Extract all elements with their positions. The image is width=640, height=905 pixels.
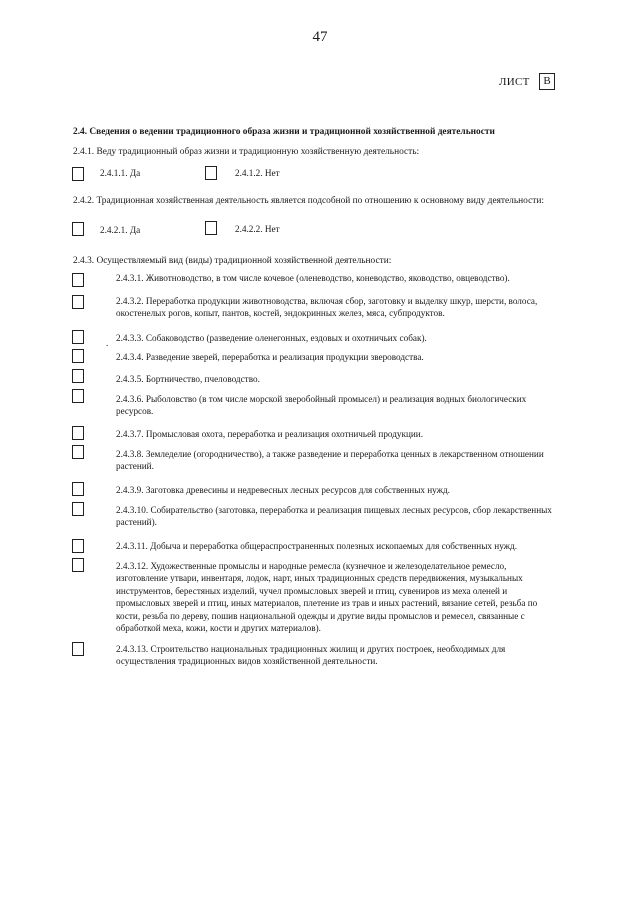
checkbox-2-4-1-1[interactable] [72,167,84,181]
activity-item-2-4-3-1: 2.4.3.1. Животноводство, в том числе кочевое (оленеводство, коневодство, яководство, овцеводство). [116,273,510,283]
question-2-4-3: 2.4.3. Осуществляемый вид (виды) традиционной хозяйственной деятельности: [73,256,392,266]
checkbox-2-4-3-8[interactable] [72,445,84,459]
activity-item-2-4-3-11: 2.4.3.11. Добыча и переработка общераспространенных полезных ископаемых для собственных нужд. [116,541,517,551]
checkbox-2-4-3-10[interactable] [72,502,84,516]
checkbox-2-4-3-4[interactable] [72,349,84,363]
section-title: 2.4. Сведения о ведении традиционного образа жизни и традиционной хозяйственной деятельности [73,127,495,137]
question-2-4-1: 2.4.1. Веду традиционный образ жизни и традиционную хозяйственную деятельность: [73,147,420,157]
activity-item-2-4-3-12: 2.4.3.12. Художественные промыслы и народные ремесла (кузнечное и железоделательное ремесло, изготовление утвари, инвентаря, лодок, нарт, иных традиционных средств передвижения, музыкальных инструментов, берестяных изделий, чучел промысловых зверей и птиц, сувениров из меха оленей и промысловых зверей и птиц, иных материалов, плетение из трав и иных растений, вязание сетей, резьба по кости, резьба по дереву, пошив национальной одежды и другие виды промыслов и ремесел, связанные с обработкой меха, кожи, кости и других материалов). [116,561,538,634]
sheet-label: ЛИСТ [499,76,530,88]
page-number: 47 [312,29,328,45]
checkbox-2-4-3-7[interactable] [72,426,84,440]
activity-item-2-4-3-10: 2.4.3.10. Собирательство (заготовка, переработка и реализация пищевых лесных ресурсов, сбор лекарственных растений). [116,505,552,528]
activity-item-2-4-3-2: 2.4.3.2. Переработка продукции животноводства, включая сбор, заготовку и выделку шкур, шерсти, волоса, окостенелых рогов, копыт, пантов, костей, эндокринных желез, мяса, субпродуктов. [116,296,538,319]
option-label-2-4-1-1: 2.4.1.1. Да [100,168,141,178]
question-2-4-2: 2.4.2. Традиционная хозяйственная деятельность является подсобной по отношению к основному виду деятельности: [73,196,544,206]
activity-item-2-4-3-4: 2.4.3.4. Разведение зверей, переработка и реализация продукции звероводства. [116,352,424,362]
activity-item-2-4-3-7: 2.4.3.7. Промысловая охота, переработка и реализация охотничьей продукции. [116,429,424,439]
activity-item-2-4-3-6: 2.4.3.6. Рыболовство (в том числе морской зверобойный промысел) и реализация водных биологических ресурсов. [116,394,527,417]
activity-item-2-4-3-3: 2.4.3.3. Собаководство (разведение оленегонных, ездовых и охотничьих собак). [116,333,427,343]
checkbox-2-4-3-2[interactable] [72,295,84,309]
checkbox-2-4-3-9[interactable] [72,482,84,496]
checkbox-2-4-3-13[interactable] [72,642,84,656]
checkbox-2-4-3-3[interactable] [72,330,84,344]
checkbox-2-4-3-1[interactable] [72,273,84,287]
activity-item-2-4-3-5: 2.4.3.5. Бортничество, пчеловодство. [116,374,260,384]
checkbox-2-4-3-11[interactable] [72,539,84,553]
checkbox-2-4-1-2[interactable] [205,166,217,180]
checkbox-2-4-2-1[interactable] [72,222,84,236]
checkbox-2-4-3-5[interactable] [72,369,84,383]
activity-item-2-4-3-9: 2.4.3.9. Заготовка древесины и недревесных лесных ресурсов для собственных нужд. [116,485,450,495]
option-label-2-4-2-1: 2.4.2.1. Да [100,225,141,235]
checkbox-2-4-3-12[interactable] [72,558,84,572]
checkbox-2-4-2-2[interactable] [205,221,217,235]
sheet-code-box: В [539,73,555,90]
stray-dot: . [106,338,109,348]
option-label-2-4-1-2: 2.4.1.2. Нет [235,168,280,178]
activity-item-2-4-3-13: 2.4.3.13. Строительство национальных традиционных жилищ и других построек, необходимых для осуществления традиционных видов хозяйственной деятельности. [116,644,506,667]
option-label-2-4-2-2: 2.4.2.2. Нет [235,224,280,234]
activity-item-2-4-3-8: 2.4.3.8. Земледелие (огородничество), а также разведение и переработка ценных в лекарственном отношении растений. [116,449,544,472]
checkbox-2-4-3-6[interactable] [72,389,84,403]
